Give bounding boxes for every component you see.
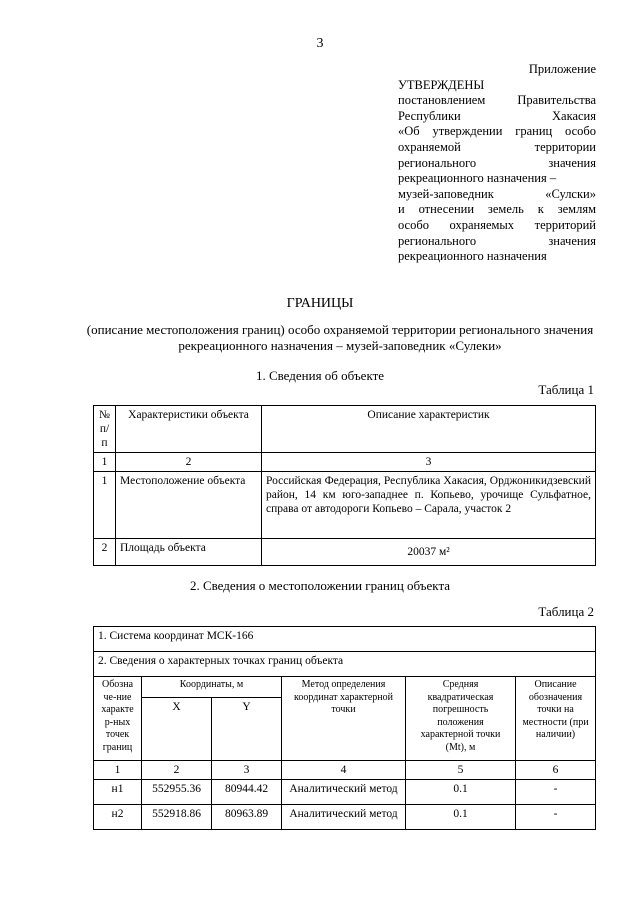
- header-coordinates: Координаты, м: [142, 677, 282, 698]
- point-error: 0.1: [406, 780, 516, 805]
- coord-system: 1. Система координат МСК-166: [94, 627, 596, 652]
- page-number: 3: [316, 36, 324, 51]
- row-num: 1: [94, 472, 116, 539]
- row-num: 2: [94, 539, 116, 566]
- header-characteristics: Характеристики объекта: [116, 406, 262, 453]
- table-row: [94, 805, 596, 830]
- section1-heading: 1. Сведения об объекте: [255, 368, 385, 383]
- header-num: № п/п: [94, 406, 116, 453]
- boundary-points-table: [93, 626, 596, 830]
- point-y: 80963.89: [212, 805, 282, 830]
- row-description: 20037 м²: [262, 539, 596, 566]
- header-x: X: [142, 698, 212, 761]
- point-description: -: [516, 805, 596, 830]
- approval-line: рекреационного назначения –: [398, 171, 557, 186]
- col-num: 4: [282, 761, 406, 780]
- approval-line: музей-заповедник «Сулски»: [398, 186, 596, 201]
- approval-line: рекреационного назначения: [398, 249, 547, 264]
- col-num: 1: [94, 761, 142, 780]
- point-id: н2: [94, 805, 142, 830]
- object-info-table: [93, 405, 596, 566]
- row-description: Российская Федерация, Республика Хакасия, Орджоникидзевский район, 14 км юго-западнее п. Копьево, урочище Сульфатное, справа от автодороги Копьево – Сарала, участок 2: [262, 472, 596, 539]
- header-point: Обозна че-ние характе р-ных точек границ: [94, 677, 142, 761]
- document-title: ГРАНИЦЫ: [286, 296, 354, 311]
- approval-line: охраняемой территории: [398, 139, 596, 154]
- point-y: 80944.42: [212, 780, 282, 805]
- col-num: 3: [262, 453, 596, 472]
- col-num: 5: [406, 761, 516, 780]
- table2-label: Таблица 2: [538, 604, 594, 619]
- table-row: [94, 472, 596, 539]
- header-point-description: Описание обозначения точки на местности (при наличии): [516, 677, 596, 761]
- appendix-label: Приложение: [528, 62, 596, 76]
- header-y: Y: [212, 698, 282, 761]
- header-description: Описание характеристик: [262, 406, 596, 453]
- table1-label: Таблица 1: [538, 382, 594, 397]
- point-error: 0.1: [406, 805, 516, 830]
- col-num: 2: [116, 453, 262, 472]
- col-num: 1: [94, 453, 116, 472]
- approval-line: Республики Хакасия: [398, 108, 596, 123]
- point-description: -: [516, 780, 596, 805]
- row-characteristic: Площадь объекта: [116, 539, 262, 566]
- points-heading: 2. Сведения о характерных точках границ объекта: [94, 652, 596, 677]
- approval-line: регионального значения: [398, 155, 596, 170]
- point-id: н1: [94, 780, 142, 805]
- document-subtitle: (описание местоположения границ) особо охраняемой территории регионального значения рекреационного назначения – музей-заповедник «Сулеки»: [86, 322, 594, 353]
- point-method: Аналитический метод: [282, 805, 406, 830]
- table-row: [94, 780, 596, 805]
- approval-line: и отнесении земель к землям: [398, 202, 596, 217]
- header-method: Метод определения координат характерной точки: [282, 677, 406, 761]
- approval-line: регионального значения: [398, 233, 596, 248]
- col-num: 3: [212, 761, 282, 780]
- col-num: 2: [142, 761, 212, 780]
- approval-line: особо охраняемых территорий: [398, 217, 596, 232]
- point-x: 552955.36: [142, 780, 212, 805]
- approval-block: [398, 62, 596, 265]
- table-row: [94, 539, 596, 566]
- point-x: 552918.86: [142, 805, 212, 830]
- row-characteristic: Местоположение объекта: [116, 472, 262, 539]
- section2-heading: 2. Сведения о местоположении границ объекта: [189, 578, 451, 593]
- approval-line: постановлением Правительства: [398, 93, 596, 108]
- point-method: Аналитический метод: [282, 780, 406, 805]
- approved-label: УТВЕРЖДЕНЫ: [398, 77, 485, 92]
- approval-line: «Об утверждении границ особо: [398, 124, 596, 139]
- col-num: 6: [516, 761, 596, 780]
- header-error: Средняя квадратическая погрешность положения характерной точки (Mt), м: [406, 677, 516, 761]
